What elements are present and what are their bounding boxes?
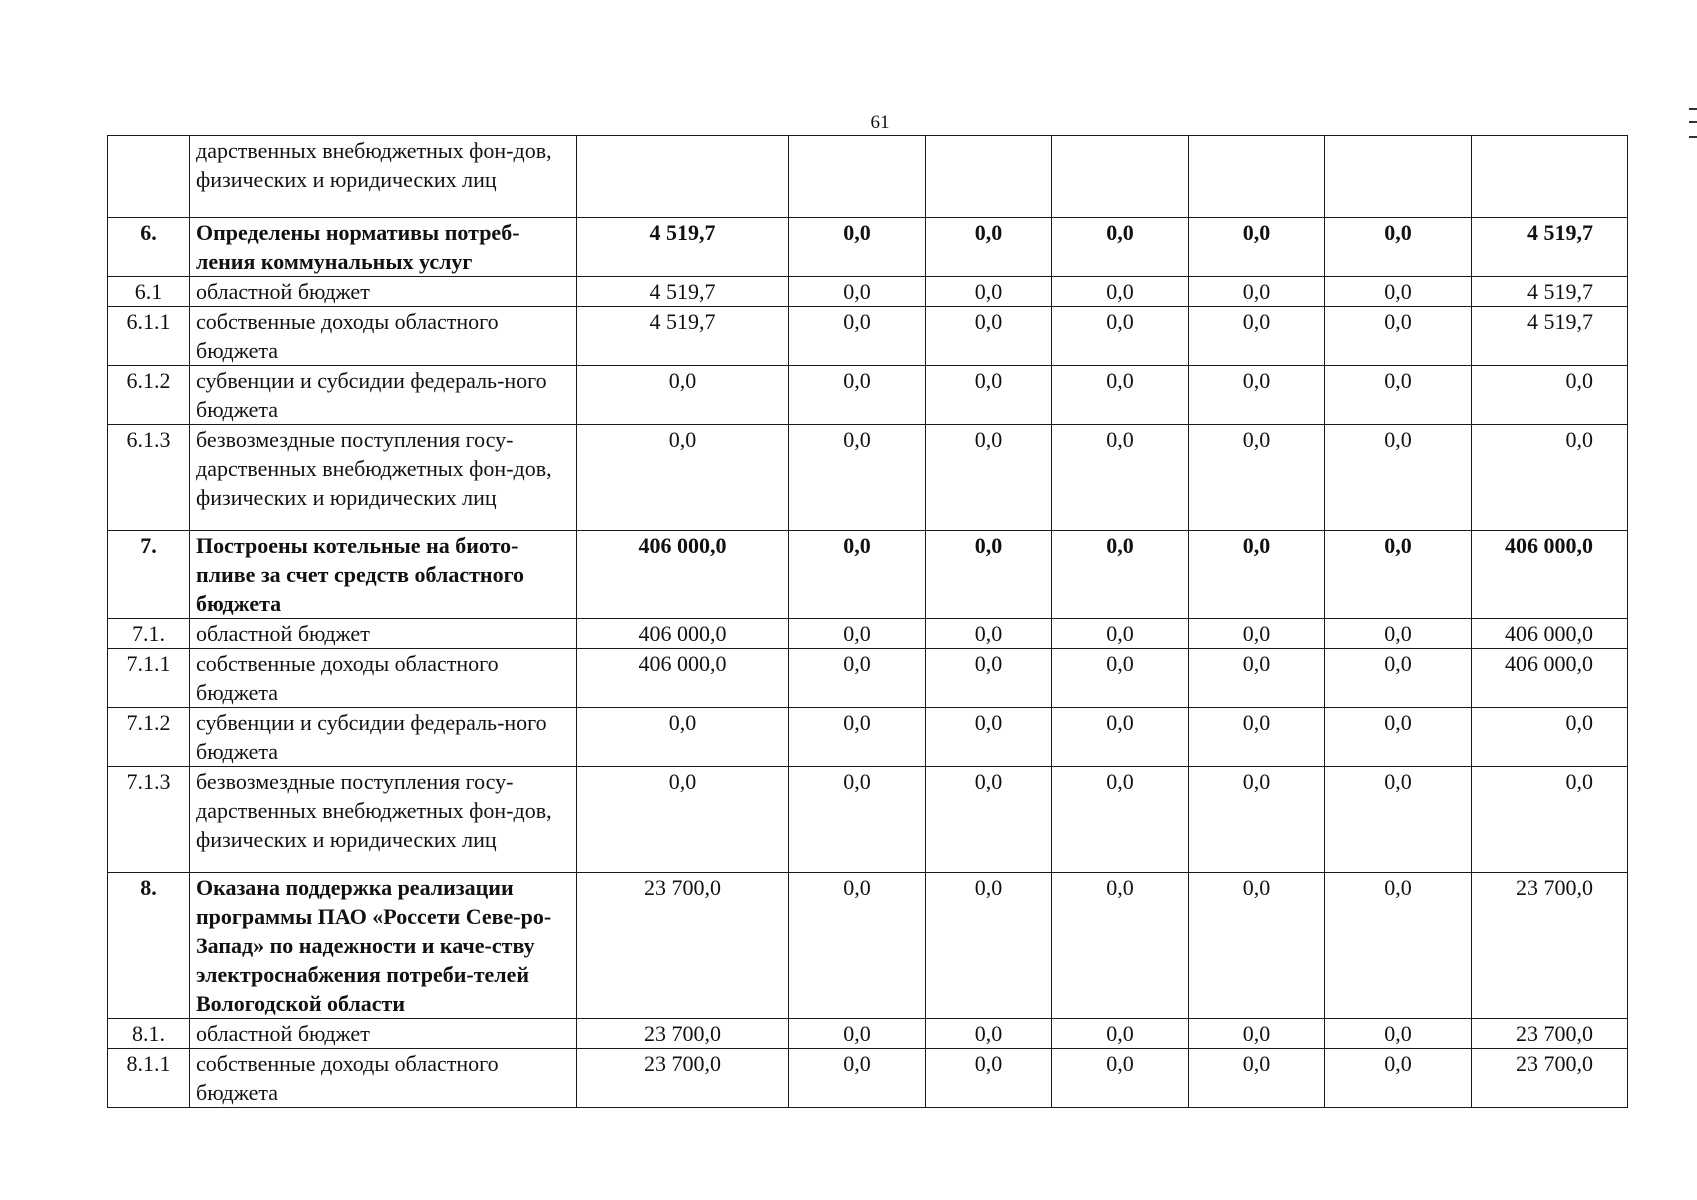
row-description: дарственных внебюджетных фон-дов, физических и юридических лиц bbox=[190, 136, 577, 218]
value-cell: 0,0 bbox=[1189, 425, 1325, 531]
value-cell: 0,0 bbox=[1472, 366, 1628, 425]
value-cell bbox=[1472, 136, 1628, 218]
value-cell: 0,0 bbox=[1472, 708, 1628, 767]
value-cell: 0,0 bbox=[1325, 649, 1472, 708]
value-cell: 0,0 bbox=[926, 1049, 1052, 1108]
value-cell: 0,0 bbox=[789, 277, 926, 307]
margin-mark bbox=[1689, 108, 1697, 138]
value-cell: 0,0 bbox=[1189, 873, 1325, 1019]
value-cell: 0,0 bbox=[577, 767, 789, 873]
row-number: 8.1. bbox=[108, 1019, 190, 1049]
value-cell: 0,0 bbox=[1325, 619, 1472, 649]
value-cell: 0,0 bbox=[789, 619, 926, 649]
value-cell: 406 000,0 bbox=[577, 649, 789, 708]
value-cell: 0,0 bbox=[1325, 873, 1472, 1019]
row-description: Определены нормативы потреб-ления коммунальных услуг bbox=[190, 218, 577, 277]
value-cell: 0,0 bbox=[1325, 531, 1472, 619]
row-description: собственные доходы областного бюджета bbox=[190, 649, 577, 708]
row-description: субвенции и субсидии федераль-ного бюджета bbox=[190, 708, 577, 767]
value-cell bbox=[577, 136, 789, 218]
value-cell: 0,0 bbox=[926, 873, 1052, 1019]
value-cell: 0,0 bbox=[926, 619, 1052, 649]
value-cell: 406 000,0 bbox=[577, 531, 789, 619]
row-number: 6.1.2 bbox=[108, 366, 190, 425]
row-description: Построены котельные на биото-пливе за счет средств областного бюджета bbox=[190, 531, 577, 619]
value-cell: 0,0 bbox=[789, 307, 926, 366]
value-cell: 0,0 bbox=[1189, 1019, 1325, 1049]
value-cell: 23 700,0 bbox=[577, 1049, 789, 1108]
value-cell: 4 519,7 bbox=[577, 218, 789, 277]
value-cell: 0,0 bbox=[926, 277, 1052, 307]
value-cell: 0,0 bbox=[1189, 531, 1325, 619]
value-cell: 0,0 bbox=[1325, 218, 1472, 277]
value-cell: 406 000,0 bbox=[1472, 649, 1628, 708]
value-cell: 0,0 bbox=[1052, 307, 1189, 366]
value-cell: 0,0 bbox=[926, 767, 1052, 873]
value-cell: 0,0 bbox=[1189, 366, 1325, 425]
table-row bbox=[108, 873, 1628, 1019]
value-cell: 0,0 bbox=[1325, 767, 1472, 873]
value-cell: 0,0 bbox=[789, 1049, 926, 1108]
row-number: 8.1.1 bbox=[108, 1049, 190, 1108]
value-cell: 0,0 bbox=[926, 218, 1052, 277]
row-description: собственные доходы областного бюджета bbox=[190, 307, 577, 366]
value-cell bbox=[1189, 136, 1325, 218]
value-cell: 23 700,0 bbox=[1472, 873, 1628, 1019]
value-cell: 0,0 bbox=[1325, 1019, 1472, 1049]
value-cell: 406 000,0 bbox=[577, 619, 789, 649]
value-cell: 23 700,0 bbox=[1472, 1019, 1628, 1049]
value-cell: 0,0 bbox=[926, 425, 1052, 531]
table-row bbox=[108, 767, 1628, 873]
value-cell: 0,0 bbox=[1325, 1049, 1472, 1108]
row-description: областной бюджет bbox=[190, 1019, 577, 1049]
value-cell: 0,0 bbox=[1052, 366, 1189, 425]
value-cell: 0,0 bbox=[1052, 218, 1189, 277]
value-cell: 0,0 bbox=[1052, 873, 1189, 1019]
value-cell: 0,0 bbox=[1189, 218, 1325, 277]
value-cell: 0,0 bbox=[1325, 277, 1472, 307]
value-cell: 0,0 bbox=[1189, 1049, 1325, 1108]
row-number: 7. bbox=[108, 531, 190, 619]
value-cell: 4 519,7 bbox=[1472, 218, 1628, 277]
row-number: 7.1.3 bbox=[108, 767, 190, 873]
row-number: 6.1 bbox=[108, 277, 190, 307]
value-cell: 0,0 bbox=[789, 1019, 926, 1049]
row-description: собственные доходы областного бюджета bbox=[190, 1049, 577, 1108]
value-cell: 23 700,0 bbox=[577, 1019, 789, 1049]
value-cell: 0,0 bbox=[1189, 649, 1325, 708]
table-row bbox=[108, 1019, 1628, 1049]
value-cell: 0,0 bbox=[789, 873, 926, 1019]
value-cell: 0,0 bbox=[1052, 1019, 1189, 1049]
row-number: 6. bbox=[108, 218, 190, 277]
value-cell: 0,0 bbox=[1052, 1049, 1189, 1108]
row-description: безвозмездные поступления госу-дарственных внебюджетных фон-дов, физических и юридических лиц bbox=[190, 767, 577, 873]
row-number: 8. bbox=[108, 873, 190, 1019]
row-number: 6.1.1 bbox=[108, 307, 190, 366]
row-description: безвозмездные поступления госу-дарственных внебюджетных фон-дов, физических и юридических лиц bbox=[190, 425, 577, 531]
value-cell: 0,0 bbox=[1052, 708, 1189, 767]
value-cell: 0,0 bbox=[1189, 708, 1325, 767]
table-row bbox=[108, 277, 1628, 307]
value-cell: 406 000,0 bbox=[1472, 531, 1628, 619]
value-cell: 0,0 bbox=[1052, 649, 1189, 708]
row-description: Оказана поддержка реализации программы ПАО «Россети Севе-ро-Запад» по надежности и каче-ству электроснабжения потреби-телей Вологодской области bbox=[190, 873, 577, 1019]
value-cell: 0,0 bbox=[1325, 307, 1472, 366]
value-cell: 0,0 bbox=[789, 366, 926, 425]
value-cell bbox=[926, 136, 1052, 218]
value-cell: 23 700,0 bbox=[577, 873, 789, 1019]
value-cell: 0,0 bbox=[1052, 531, 1189, 619]
value-cell: 0,0 bbox=[1052, 425, 1189, 531]
row-number: 7.1.1 bbox=[108, 649, 190, 708]
row-number: 6.1.3 bbox=[108, 425, 190, 531]
value-cell: 0,0 bbox=[789, 767, 926, 873]
value-cell: 4 519,7 bbox=[1472, 277, 1628, 307]
value-cell: 0,0 bbox=[1052, 767, 1189, 873]
value-cell: 0,0 bbox=[1189, 277, 1325, 307]
value-cell: 0,0 bbox=[789, 531, 926, 619]
value-cell: 0,0 bbox=[926, 649, 1052, 708]
value-cell bbox=[1325, 136, 1472, 218]
value-cell: 0,0 bbox=[789, 708, 926, 767]
value-cell: 0,0 bbox=[1189, 307, 1325, 366]
row-number bbox=[108, 136, 190, 218]
value-cell: 0,0 bbox=[1052, 277, 1189, 307]
row-number: 7.1. bbox=[108, 619, 190, 649]
row-description: областной бюджет bbox=[190, 277, 577, 307]
value-cell: 0,0 bbox=[1189, 619, 1325, 649]
value-cell: 4 519,7 bbox=[577, 277, 789, 307]
value-cell bbox=[789, 136, 926, 218]
value-cell: 0,0 bbox=[926, 708, 1052, 767]
value-cell: 0,0 bbox=[1189, 767, 1325, 873]
value-cell: 0,0 bbox=[926, 366, 1052, 425]
table-row bbox=[108, 619, 1628, 649]
table-row bbox=[108, 218, 1628, 277]
value-cell: 0,0 bbox=[577, 708, 789, 767]
table-row bbox=[108, 708, 1628, 767]
budget-table bbox=[107, 135, 1628, 1108]
value-cell: 0,0 bbox=[789, 425, 926, 531]
page-number: 61 bbox=[870, 112, 890, 133]
value-cell: 0,0 bbox=[926, 1019, 1052, 1049]
value-cell: 23 700,0 bbox=[1472, 1049, 1628, 1108]
value-cell: 0,0 bbox=[926, 531, 1052, 619]
row-description: субвенции и субсидии федераль-ного бюджета bbox=[190, 366, 577, 425]
table-row bbox=[108, 136, 1628, 218]
row-number: 7.1.2 bbox=[108, 708, 190, 767]
value-cell: 0,0 bbox=[789, 649, 926, 708]
value-cell: 4 519,7 bbox=[1472, 307, 1628, 366]
table-row bbox=[108, 425, 1628, 531]
value-cell: 0,0 bbox=[1472, 425, 1628, 531]
row-description: областной бюджет bbox=[190, 619, 577, 649]
value-cell: 0,0 bbox=[577, 425, 789, 531]
value-cell: 0,0 bbox=[1325, 366, 1472, 425]
value-cell: 406 000,0 bbox=[1472, 619, 1628, 649]
table-row bbox=[108, 366, 1628, 425]
value-cell bbox=[1052, 136, 1189, 218]
table-body bbox=[108, 136, 1628, 1108]
table-row bbox=[108, 1049, 1628, 1108]
table-row bbox=[108, 649, 1628, 708]
value-cell: 0,0 bbox=[1325, 425, 1472, 531]
table-row bbox=[108, 531, 1628, 619]
value-cell: 0,0 bbox=[789, 218, 926, 277]
table-row bbox=[108, 307, 1628, 366]
value-cell: 0,0 bbox=[926, 307, 1052, 366]
value-cell: 0,0 bbox=[1472, 767, 1628, 873]
value-cell: 0,0 bbox=[577, 366, 789, 425]
value-cell: 4 519,7 bbox=[577, 307, 789, 366]
value-cell: 0,0 bbox=[1052, 619, 1189, 649]
value-cell: 0,0 bbox=[1325, 708, 1472, 767]
